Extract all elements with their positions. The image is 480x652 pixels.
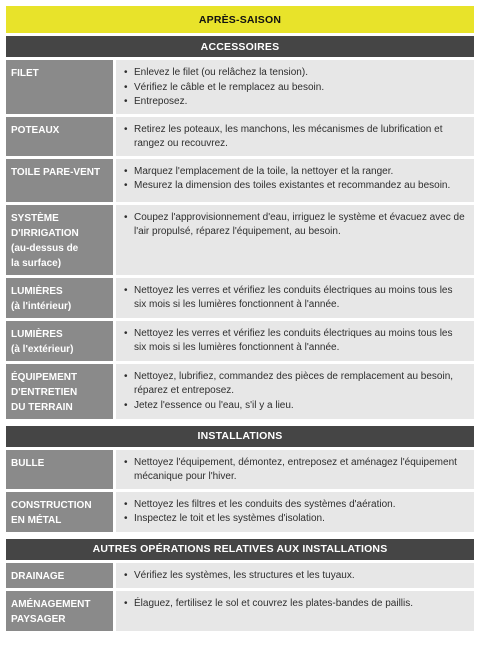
row-label-line: ÉQUIPEMENT: [11, 371, 78, 383]
row-content: [116, 205, 474, 275]
table-row: [6, 450, 474, 489]
bullet-icon: •: [124, 165, 128, 177]
section-header: ACCESSOIRES: [6, 36, 474, 57]
row-label: [6, 450, 113, 489]
bullet-item: [124, 123, 466, 152]
row-label: [6, 492, 113, 532]
bullet-item: [124, 66, 466, 81]
table-row: [6, 591, 474, 631]
section: [6, 426, 474, 532]
bullet-icon: •: [124, 284, 128, 296]
row-label-line: TOILE PARE-VENT: [11, 166, 101, 178]
bullet-text: Coupez l'approvisionnement d'eau, irriguez le système et évacuez avec de l'air propulsé, réparez l'équipement, au besoin.: [134, 211, 465, 237]
bullet-text: Mesurez la dimension des toiles existantes et recommandez au besoin.: [134, 180, 451, 191]
table-row: [6, 563, 474, 588]
row-content: [116, 159, 474, 202]
table-row: [6, 321, 474, 361]
table-row: [6, 492, 474, 532]
bullet-text: Nettoyez les verres et vérifiez les conduits électriques au moins tous les six mois si les lumières fonctionnent à l'année.: [134, 284, 453, 310]
bullet-text: Marquez l'emplacement de la toile, la nettoyer et la ranger.: [134, 165, 394, 177]
table-row: [6, 205, 474, 275]
row-label: [6, 563, 113, 588]
bullet-text: Vérifiez le câble et le remplacez au besoin.: [134, 81, 325, 93]
bullet-icon: •: [124, 597, 128, 609]
bullet-text: Vérifiez les systèmes, les structures et les tuyaux.: [134, 569, 355, 581]
bullet-icon: •: [124, 513, 128, 524]
page-title: APRÈS-SAISON: [6, 6, 474, 33]
table-row: [6, 60, 474, 114]
row-label-line: la surface): [11, 257, 62, 269]
bullet-item: [124, 211, 466, 240]
bullet-item: [124, 179, 466, 194]
bullet-text: Nettoyez les verres et vérifiez les conduits électriques au moins tous les six mois si les lumières fonctionnent à l'année.: [134, 327, 453, 353]
bullet-item: [124, 284, 466, 313]
bullet-icon: •: [124, 180, 128, 191]
table-row: [6, 159, 474, 202]
row-label: [6, 60, 113, 114]
row-label: [6, 364, 113, 419]
row-label-line: CONSTRUCTION: [11, 499, 92, 511]
bullet-item: [124, 456, 466, 485]
bullet-icon: •: [124, 456, 128, 468]
section: [6, 36, 474, 419]
row-label: [6, 159, 113, 202]
row-label-line: FILET: [11, 68, 39, 79]
row-label-line: (à l'intérieur): [11, 300, 72, 312]
sections-container: [6, 36, 474, 631]
row-label-line: SYSTÈME: [11, 212, 59, 224]
section-gap: [6, 532, 474, 539]
bullet-item: [124, 569, 466, 584]
bullet-icon: •: [124, 81, 128, 93]
row-label-line: PAYSAGER: [11, 613, 66, 625]
section: [6, 539, 474, 631]
bullet-text: Inspectez le toit et les systèmes d'isolation.: [134, 513, 325, 524]
section-header: INSTALLATIONS: [6, 426, 474, 447]
bullet-text: Nettoyez, lubrifiez, commandez des pièces de remplacement au besoin, réparez et entreposez.: [134, 370, 454, 396]
section-header: AUTRES OPÉRATIONS RELATIVES AUX INSTALLATIONS: [6, 539, 474, 560]
bullet-icon: •: [124, 96, 128, 107]
row-content: [116, 591, 474, 631]
bullet-text: Enlevez le filet (ou relâchez la tension).: [134, 67, 308, 78]
row-label: [6, 205, 113, 275]
bullet-icon: •: [124, 370, 128, 382]
row-content: [116, 278, 474, 318]
row-label-line: (à l'extérieur): [11, 343, 74, 355]
bullet-text: Élaguez, fertilisez le sol et couvrez les plates-bandes de paillis.: [134, 597, 414, 609]
row-label: [6, 278, 113, 318]
row-label-line: DU TERRAIN: [11, 401, 73, 413]
row-label-line: LUMIÈRES: [11, 328, 63, 340]
bullet-icon: •: [124, 399, 128, 411]
row-label-line: POTEAUX: [11, 124, 60, 136]
bullet-item: [124, 498, 466, 513]
row-content: [116, 117, 474, 156]
row-label-line: AMÉNAGEMENT: [11, 598, 91, 610]
section-gap: [6, 419, 474, 426]
bullet-item: [124, 512, 466, 527]
row-content: [116, 321, 474, 361]
row-label-line: DRAINAGE: [11, 570, 65, 582]
bullet-item: [124, 95, 466, 110]
row-content: [116, 492, 474, 532]
bullet-text: Retirez les poteaux, les manchons, les mécanismes de lubrification et rangez ou recouvrez.: [134, 123, 443, 149]
row-label-line: LUMIÈRES: [11, 285, 63, 297]
table-row: [6, 278, 474, 318]
bullet-text: Nettoyez l'équipement, démontez, entreposez et aménagez l'équipement mécanique pour l'hiver.: [134, 456, 457, 482]
row-label: [6, 591, 113, 631]
bullet-text: Entreposez.: [134, 96, 188, 107]
row-content: [116, 364, 474, 419]
bullet-icon: •: [124, 211, 128, 223]
bullet-icon: •: [124, 327, 128, 339]
bullet-item: [124, 370, 466, 399]
row-label-line: D'IRRIGATION: [11, 227, 79, 239]
bullet-icon: •: [124, 123, 128, 135]
row-label-line: BULLE: [11, 457, 45, 469]
row-label-line: (au-dessus de: [11, 242, 79, 254]
row-label: [6, 117, 113, 156]
bullet-icon: •: [124, 67, 128, 78]
row-label-line: EN MÉTAL: [11, 514, 62, 526]
bullet-text: Nettoyez les filtres et les conduits des systèmes d'aération.: [134, 498, 396, 510]
bullet-item: [124, 81, 466, 96]
table-row: [6, 117, 474, 156]
bullet-icon: •: [124, 569, 128, 581]
bullet-text: Jetez l'essence ou l'eau, s'il y a lieu.: [134, 399, 294, 411]
row-content: [116, 60, 474, 114]
bullet-item: [124, 327, 466, 356]
bullet-icon: •: [124, 498, 128, 510]
row-label-line: D'ENTRETIEN: [11, 386, 78, 398]
row-label: [6, 321, 113, 361]
table-row: [6, 364, 474, 419]
bullet-item: [124, 399, 466, 414]
row-content: [116, 450, 474, 489]
row-content: [116, 563, 474, 588]
bullet-item: [124, 597, 466, 612]
bullet-item: [124, 165, 466, 180]
